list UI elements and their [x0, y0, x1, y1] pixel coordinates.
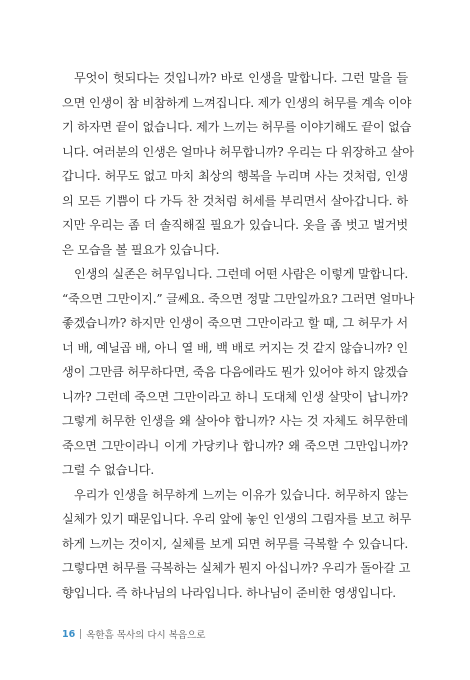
- text-line: 으면 인생이 참 비참하게 느껴집니다. 제가 인생의 허무를 계속 이야: [62, 95, 412, 110]
- text-line: 실체가 있기 때문입니다. 우리 앞에 놓인 인생의 그림자를 보고 허무: [62, 512, 412, 526]
- text-line: 그렇다면 허무를 극복하는 실체가 뭔지 아십니까? 우리가 돌아갈 고: [62, 561, 411, 575]
- text-line: 기 하자면 끝이 없습니다. 제가 느끼는 허무를 이야기해도 끝이 없습: [62, 120, 412, 134]
- text-line: 지만 우리는 좀 더 솔직해질 필요가 있습니다. 옷을 좀 벗고 벌거벗: [62, 218, 408, 232]
- text-line: 갑니다. 허무도 없고 마치 최상의 행복을 누리며 사는 것처럼, 인생: [62, 169, 408, 183]
- text-line: 무엇이 헛되다는 것입니까? 바로 인생을 말합니다. 그런 말을 들: [74, 71, 408, 85]
- text-line: 우리가 인생을 허무하게 느끼는 이유가 있습니다. 허무하지 않는: [74, 487, 408, 502]
- paragraph-2: [62, 262, 415, 483]
- text-line: 의 모든 기쁨이 다 가득 찬 것처럼 허세를 부리면서 살아갑니다. 하: [62, 193, 408, 208]
- paragraph-3: [62, 483, 412, 606]
- footer-divider: [80, 629, 81, 639]
- text-line: “죽으면 그만이지.” 글쎄요. 죽으면 정말 그만일까요? 그러면 얼마나: [62, 291, 415, 306]
- text-line: 좋겠습니까? 하지만 인생이 죽으면 그만이라고 할 때, 그 허무가 서: [62, 316, 408, 330]
- text-line: 그럴 수 없습니다.: [62, 463, 155, 477]
- text-line: 니다. 여러분의 인생은 얼마나 허무합니까? 우리는 다 위장하고 살아: [62, 144, 414, 159]
- text-line: 생이 그만큼 허무하다면, 죽음 다음에라도 뭔가 있어야 하지 않겠습: [62, 365, 408, 379]
- text-line: 그렇게 허무한 인생을 왜 살아야 합니까? 사는 것 자체도 허무한데: [62, 414, 408, 428]
- text-line: 은 모습을 볼 필요가 있습니다.: [62, 242, 220, 257]
- text-line: 죽으면 그만이라니 이게 가당키나 합니까? 왜 죽으면 그만입니까?: [62, 438, 408, 453]
- page-number: 16: [62, 628, 76, 640]
- text-line: 인생의 실존은 허무입니다. 그런데 어떤 사람은 이렇게 말합니다.: [74, 267, 408, 281]
- body-text: [62, 66, 415, 605]
- text-line: 하게 느끼는 것이지, 실체를 보게 되면 허무를 극복할 수 있습니다.: [62, 536, 408, 551]
- book-title: 옥한흠 목사의 다시 복음으로: [86, 630, 206, 641]
- text-line: 너 배, 예닐곱 배, 아니 열 배, 백 배로 커지는 것 같지 않습니까? 인: [62, 340, 408, 355]
- text-line: 니까? 그런데 죽으면 그만이라고 하니 도대체 인생 살맛이 납니까?: [62, 389, 408, 404]
- page-footer: [62, 627, 205, 641]
- paragraph-1: [62, 66, 414, 262]
- text-line: 향입니다. 즉 하나님의 나라입니다. 하나님이 준비한 영생입니다.: [62, 585, 396, 600]
